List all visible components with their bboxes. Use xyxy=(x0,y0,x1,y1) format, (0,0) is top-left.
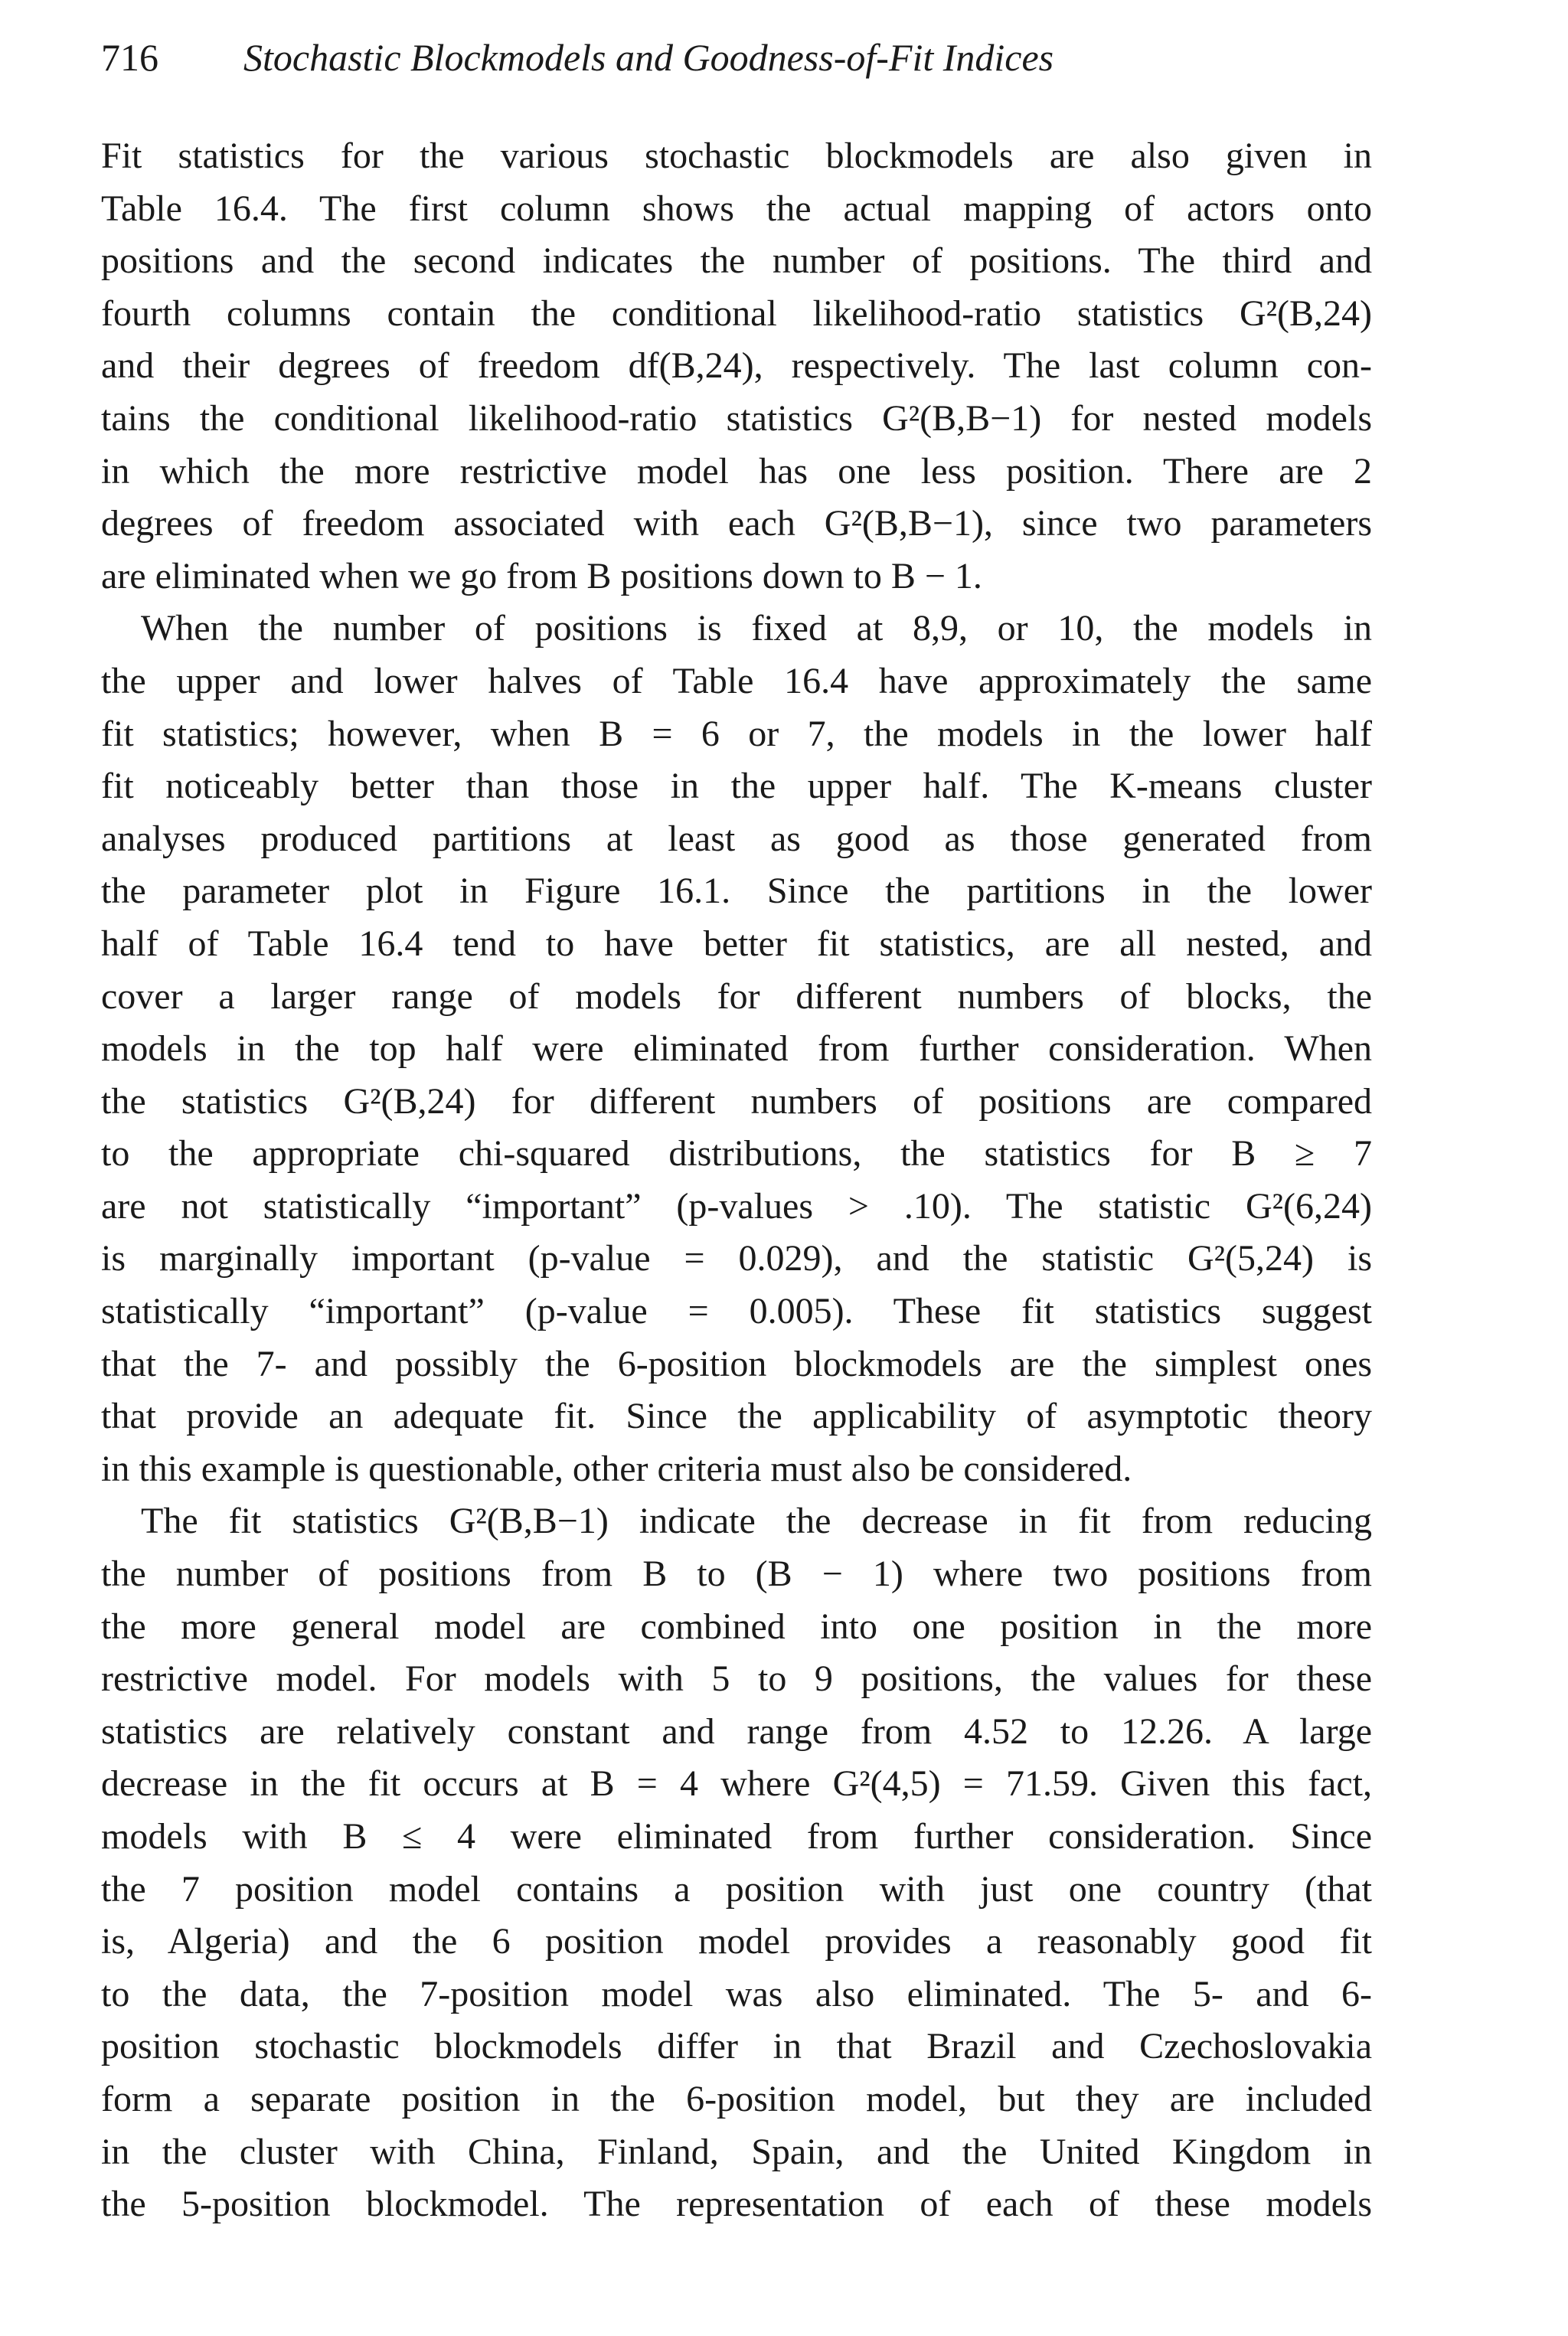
text-line: models with B ≤ 4 were eliminated from further consideration. Since xyxy=(101,1816,1372,1857)
paragraph-3 xyxy=(101,1495,1372,2230)
text-line: are not statistically “important” (p-values > .10). The statistic G²(6,24) xyxy=(101,1185,1372,1227)
text-line: to the appropriate chi-squared distributions, the statistics for B ≥ 7 xyxy=(101,1133,1372,1175)
running-title: Stochastic Blockmodels and Goodness-of-Fit Indices xyxy=(243,36,1054,79)
text-line: the parameter plot in Figure 16.1. Since the partitions in the lower xyxy=(101,871,1372,912)
page-number: 716 xyxy=(101,36,158,79)
page xyxy=(101,31,1372,2231)
text-line: decrease in the fit occurs at B = 4 where G²(4,5) = 71.59. Given this fact, xyxy=(101,1763,1372,1805)
text-line: are eliminated when we go from B positions down to B − 1. xyxy=(101,555,982,596)
text-line: statistically “important” (p-value = 0.005). These fit statistics suggest xyxy=(101,1291,1372,1332)
text-line: position stochastic blockmodels differ in that Brazil and Czechoslovakia xyxy=(101,2026,1372,2067)
text-line: that provide an adequate fit. Since the applicability of asymptotic theory xyxy=(101,1396,1372,1437)
text-line: restrictive model. For models with 5 to 9 positions, the values for these xyxy=(101,1658,1372,1700)
text-line: to the data, the 7-position model was also eliminated. The 5- and 6- xyxy=(101,1973,1372,2014)
text-line: in which the more restrictive model has one less position. There are 2 xyxy=(101,450,1372,492)
text-line: analyses produced partitions at least as good as those generated from xyxy=(101,818,1372,859)
text-line: Table 16.4. The first column shows the actual mapping of actors onto xyxy=(101,188,1372,229)
text-line: the 7 position model contains a position with just one country (that xyxy=(101,1868,1372,1910)
text-line: is, Algeria) and the 6 position model provides a reasonably good fit xyxy=(101,1921,1372,1962)
text-line: fit noticeably better than those in the upper half. The K-means cluster xyxy=(101,766,1372,807)
paragraph-2 xyxy=(101,603,1372,1495)
text-line: fit statistics; however, when B = 6 or 7, the models in the lower half xyxy=(101,713,1372,754)
text-line: positions and the second indicates the number of positions. The third and xyxy=(101,240,1372,282)
running-header xyxy=(101,31,1372,84)
text-line: cover a larger range of models for different numbers of blocks, the xyxy=(101,975,1372,1017)
text-line: form a separate position in the 6-position model, but they are included xyxy=(101,2078,1372,2119)
text-line: the statistics G²(B,24) for different numbers of positions are compared xyxy=(101,1080,1372,1122)
text-line: the number of positions from B to (B − 1) where two positions from xyxy=(101,1554,1372,1595)
text-line: in the cluster with China, Finland, Spain, and the United Kingdom in xyxy=(101,2131,1372,2172)
text-line: statistics are relatively constant and range from 4.52 to 12.26. A large xyxy=(101,1710,1372,1752)
text-line: the upper and lower halves of Table 16.4 have approximately the same xyxy=(101,660,1372,701)
text-line: Fit statistics for the various stochastic blockmodels are also given in xyxy=(101,136,1372,176)
text-line: The fit statistics G²(B,B−1) indicate the decrease in fit from reducing xyxy=(141,1501,1372,1542)
text-line: fourth columns contain the conditional likelihood-ratio statistics G²(B,24) xyxy=(101,292,1372,334)
text-line: When the number of positions is fixed at 8,9, or 10, the models in xyxy=(141,608,1372,649)
text-line: that the 7- and possibly the 6-position blockmodels are the simplest ones xyxy=(101,1343,1372,1384)
text-line: is marginally important (p-value = 0.029), and the statistic G²(5,24) is xyxy=(101,1238,1372,1279)
text-line: the more general model are combined into one position in the more xyxy=(101,1606,1372,1647)
text-line: and their degrees of freedom df(B,24), respectively. The last column con- xyxy=(101,345,1372,387)
text-line: half of Table 16.4 tend to have better fit statistics, are all nested, and xyxy=(101,923,1372,964)
text-line: the 5-position blockmodel. The representation of each of these models xyxy=(101,2184,1372,2225)
text-line: in this example is questionable, other criteria must also be considered. xyxy=(101,1448,1132,1489)
text-line: tains the conditional likelihood-ratio statistics G²(B,B−1) for nested models xyxy=(101,397,1372,439)
text-line: models in the top half were eliminated from further consideration. When xyxy=(101,1028,1372,1070)
paragraph-1 xyxy=(101,130,1372,603)
text-line: degrees of freedom associated with each G²(B,B−1), since two parameters xyxy=(101,503,1372,544)
